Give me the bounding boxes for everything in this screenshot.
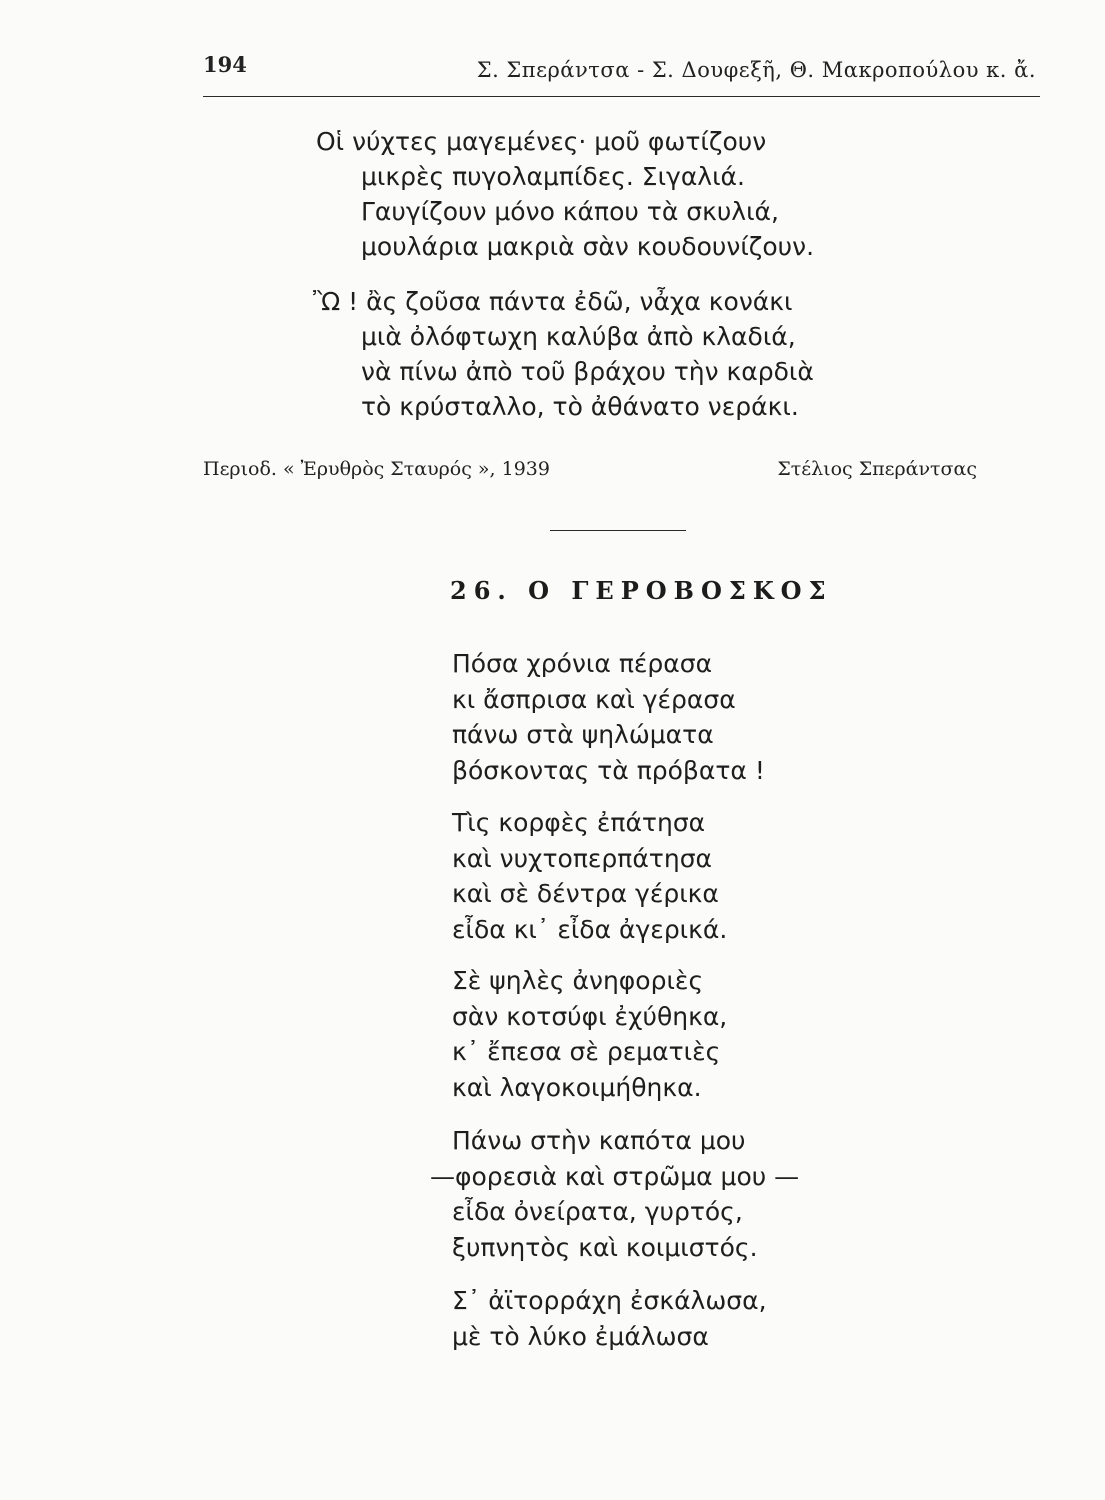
poem-line: μικρὲς πυγολαμπίδες. Σιγαλιά. <box>361 162 745 191</box>
poem2-stanza-5 <box>452 1283 767 1354</box>
page-number: 194 <box>203 52 247 77</box>
poem-line: Τὶς κορφὲς ἐπάτησα <box>452 808 706 837</box>
poem-line: καὶ σὲ δέντρα γέρικα <box>452 879 719 908</box>
poem1-author: Στέλιος Σπεράντσας <box>777 458 977 480</box>
poem-line: Οἱ νύχτες μαγεμένες· μοῦ φωτίζουν <box>316 127 767 156</box>
poem1-stanza-1 <box>316 124 814 264</box>
poem2-stanza-4 <box>430 1123 799 1265</box>
page-header <box>203 48 1040 97</box>
poem-line: Πάνω στὴν καπότα μου <box>452 1126 746 1155</box>
poem-line: Ὢ ! ἂς ζοῦσα πάντα ἐδῶ, νἆχα κονάκι <box>313 287 793 316</box>
poem-line: Σὲ ψηλὲς ἀνηφοριὲς <box>452 966 704 995</box>
poem2-stanza-3 <box>452 963 727 1105</box>
poem-line: Πόσα χρόνια πέρασα <box>452 649 713 678</box>
poem-line: καὶ νυχτοπερπάτησα <box>452 843 713 873</box>
poem1-stanza-2 <box>313 284 814 424</box>
poem-line: Σ᾿ ἀϊτορράχη ἐσκάλωσα, <box>452 1286 767 1315</box>
poem-line: καὶ λαγοκοιμήθηκα. <box>452 1072 702 1102</box>
poem-line: κι ἄσπρισα καὶ γέρασα <box>452 684 736 714</box>
poem-line: εἶδα κι᾿ εἶδα ἀγερικά. <box>452 914 728 944</box>
poem-line: νὰ πίνω ἀπὸ τοῦ βράχου τὴν καρδιὰ <box>361 357 814 386</box>
poem-line: —φορεσιὰ καὶ στρῶμα μου — <box>430 1161 800 1191</box>
poem-line: μὲ τὸ λύκο ἐμάλωσα <box>452 1321 709 1351</box>
poem2-stanza-1 <box>452 646 765 788</box>
poem-line: τὸ κρύσταλλο, τὸ ἀθάνατο νεράκι. <box>361 392 799 421</box>
poem-line: μιὰ ὀλόφτωχη καλύβα ἀπὸ κλαδιά, <box>361 322 796 351</box>
poem-line: βόσκοντας τὰ πρόβατα ! <box>452 755 765 785</box>
poem1-source: Περιοδ. « Ἐρυθρὸς Σταυρός », 1939 <box>203 458 550 480</box>
poem-line: σὰν κοτσύφι ἐχύθηκα, <box>452 1001 728 1031</box>
poem-line: μουλάρια μακριὰ σὰν κουδουνίζουν. <box>361 232 815 261</box>
poem-title: 26. Ο ΓΕΡΟΒΟΣΚΟΣ <box>450 576 833 605</box>
running-head: Σ. Σπεράντσα - Σ. Δουφεξῆ, Θ. Μακροπούλου κ. ἄ. <box>476 58 1036 82</box>
section-divider <box>550 530 686 531</box>
poem-line: κ᾿ ἔπεσα σὲ ρεματιὲς <box>452 1037 721 1066</box>
poem2-stanza-2 <box>452 805 727 947</box>
poem-line: εἶδα ὀνείρατα, γυρτός, <box>452 1197 743 1226</box>
poem-line: ξυπνητὸς καὶ κοιμιστός. <box>452 1232 758 1262</box>
poem-line: Γαυγίζουν μόνο κάπου τὰ σκυλιά, <box>361 197 779 226</box>
poem-line: πάνω στὰ ψηλώματα <box>452 720 714 749</box>
